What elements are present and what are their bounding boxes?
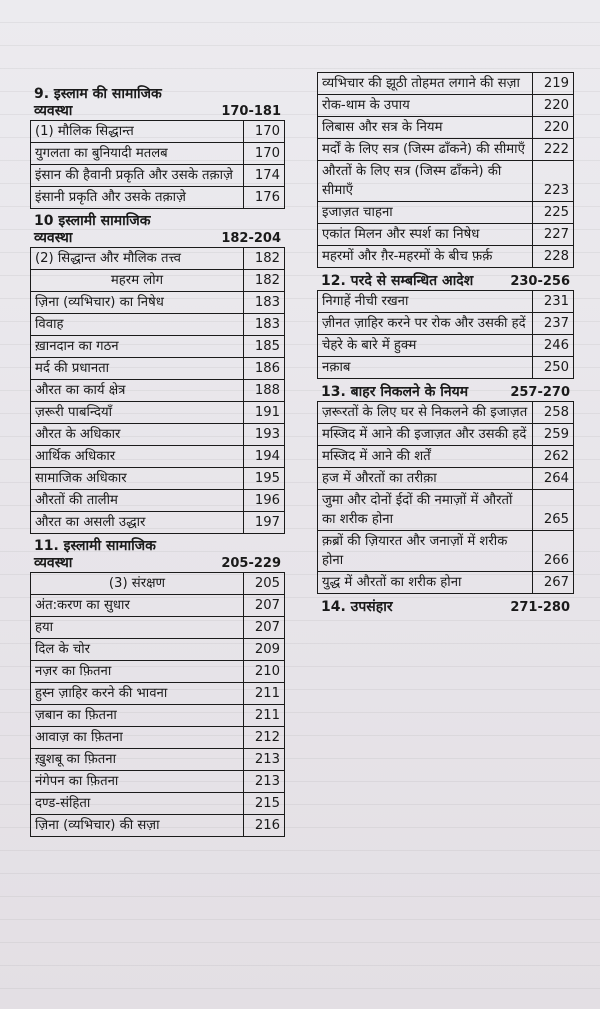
toc-entry-label: युद्ध में औरतों का शरीक होना [318, 572, 533, 594]
toc-entry-page: 211 [244, 683, 285, 705]
toc-entry-label: हज में औरतों का तरीक़ा [318, 468, 533, 490]
toc-row [318, 246, 574, 268]
toc-row [31, 292, 285, 314]
toc-row [318, 572, 574, 594]
toc-row [318, 402, 574, 424]
toc-entry-page: 215 [244, 793, 285, 815]
toc-row [31, 815, 285, 837]
toc-table [30, 247, 285, 534]
toc-entry-label: हुस्न ज़ाहिर करने की भावना [31, 683, 244, 705]
section-page-range: 230-256 [510, 274, 570, 289]
toc-row [31, 661, 285, 683]
toc-entry-label: ख़ुशबू का फ़ितना [31, 749, 244, 771]
toc-entry-page: 191 [244, 402, 285, 424]
toc-entry-label: नंगेपन का फ़ितना [31, 771, 244, 793]
toc-row [318, 291, 574, 313]
toc-entry-label: नज़र का फ़ितना [31, 661, 244, 683]
toc-entry-label: एकांत मिलन और स्पर्श का निषेध [318, 224, 533, 246]
toc-row [318, 335, 574, 357]
toc-entry-page: 195 [244, 468, 285, 490]
section-title: 12. परदे से सम्बन्धित आदेश [321, 273, 474, 289]
toc-entry-page: 246 [533, 335, 574, 357]
toc-row [318, 468, 574, 490]
toc-entry-label: महरमों और ग़ैर-महरमों के बीच फ़र्क़ [318, 246, 533, 268]
toc-row [31, 424, 285, 446]
toc-row [318, 357, 574, 379]
toc-table-continued [317, 72, 574, 268]
toc-entry-page: 227 [533, 224, 574, 246]
toc-entry-page: 188 [244, 380, 285, 402]
section-page-range: 257-270 [510, 385, 570, 400]
section-heading [317, 594, 574, 616]
toc-row [31, 468, 285, 490]
toc-entry-page: 258 [533, 402, 574, 424]
toc-entry-page: 228 [533, 246, 574, 268]
toc-entry-page: 225 [533, 202, 574, 224]
toc-entry-page: 262 [533, 446, 574, 468]
toc-row [31, 490, 285, 512]
toc-row [31, 314, 285, 336]
toc-row [318, 95, 574, 117]
toc-entry-label: अंत:करण का सुधार [31, 595, 244, 617]
toc-entry-label: औरतों की तालीम [31, 490, 244, 512]
toc-entry-label: मस्जिद में आने की इजाज़त और उसकी हदें [318, 424, 533, 446]
toc-row [31, 639, 285, 661]
section-heading [30, 534, 285, 572]
toc-entry-page: 197 [244, 512, 285, 534]
toc-entry-page: 211 [244, 705, 285, 727]
toc-row [31, 749, 285, 771]
toc-row [31, 336, 285, 358]
toc-entry-label: (2) सिद्धान्त और मौलिक तत्त्व [31, 248, 244, 270]
toc-row [318, 490, 574, 531]
toc-row [31, 143, 285, 165]
toc-entry-page: 213 [244, 771, 285, 793]
toc-entry-label: इजाज़त चाहना [318, 202, 533, 224]
toc-row [318, 446, 574, 468]
section-title: 13. बाहर निकलने के नियम [321, 384, 469, 400]
section-page-range: 182-204 [221, 231, 281, 246]
toc-entry-page: 213 [244, 749, 285, 771]
section-title: 9. इस्लाम की सामाजिक व्यवस्था [34, 86, 162, 119]
toc-entry-page: 182 [244, 270, 285, 292]
toc-row [318, 224, 574, 246]
toc-entry-page: 194 [244, 446, 285, 468]
left-column [30, 82, 285, 837]
toc-entry-label: औरतों के लिए सत्र (जिस्म ढाँकने) की सीमाएँ [318, 161, 533, 202]
toc-entry-page: 196 [244, 490, 285, 512]
toc-row [31, 771, 285, 793]
toc-table [30, 120, 285, 209]
toc-entry-label: औरत का कार्य क्षेत्र [31, 380, 244, 402]
toc-entry-label: ज़रूरी पाबन्दियाँ [31, 402, 244, 424]
toc-entry-label: व्यभिचार की झूठी तोहमत लगाने की सज़ा [318, 73, 533, 95]
section-page-range: 170-181 [221, 104, 281, 119]
toc-entry-page: 186 [244, 358, 285, 380]
toc-row [318, 161, 574, 202]
toc-entry-label: सामाजिक अधिकार [31, 468, 244, 490]
toc-row [31, 380, 285, 402]
toc-entry-label: महरम लोग [31, 270, 244, 292]
section-heading [317, 379, 574, 401]
toc-entry-page: 210 [244, 661, 285, 683]
toc-entry-label: इंसान की हैवानी प्रकृति और उसके तक़ाज़े [31, 165, 244, 187]
toc-entry-page: 207 [244, 595, 285, 617]
toc-entry-page: 220 [533, 95, 574, 117]
toc-entry-page: 209 [244, 639, 285, 661]
toc-entry-label: दिल के चोर [31, 639, 244, 661]
toc-entry-label: औरत के अधिकार [31, 424, 244, 446]
section-heading [317, 268, 574, 290]
toc-entry-label: ज़िना (व्यभिचार) का निषेध [31, 292, 244, 314]
toc-row [318, 117, 574, 139]
toc-entry-label: आर्थिक अधिकार [31, 446, 244, 468]
toc-entry-label: जुमा और दोनों ईदों की नमाज़ों में औरतों का शरीक होना [318, 490, 533, 531]
toc-row [31, 512, 285, 534]
toc-row [31, 793, 285, 815]
toc-entry-label: (3) संरक्षण [31, 573, 244, 595]
toc-entry-label: मर्द की प्रधानता [31, 358, 244, 380]
toc-row [31, 248, 285, 270]
toc-entry-page: 250 [533, 357, 574, 379]
section-heading [30, 82, 285, 120]
toc-entry-label: ज़रूरतों के लिए घर से निकलने की इजाज़त [318, 402, 533, 424]
toc-entry-page: 222 [533, 139, 574, 161]
toc-row [318, 531, 574, 572]
toc-entry-label: ज़बान का फ़ितना [31, 705, 244, 727]
toc-entry-page: 176 [244, 187, 285, 209]
toc-row [31, 358, 285, 380]
toc-entry-label: युगलता का बुनियादी मतलब [31, 143, 244, 165]
toc-entry-page: 223 [533, 161, 574, 202]
toc-row [31, 121, 285, 143]
toc-entry-page: 185 [244, 336, 285, 358]
toc-entry-page: 212 [244, 727, 285, 749]
toc-entry-page: 183 [244, 292, 285, 314]
toc-entry-page: 170 [244, 143, 285, 165]
toc-row [318, 424, 574, 446]
toc-entry-label: निगाहें नीची रखना [318, 291, 533, 313]
toc-entry-page: 183 [244, 314, 285, 336]
section-page-range: 205-229 [221, 556, 281, 571]
toc-row [31, 573, 285, 595]
toc-row [31, 705, 285, 727]
section-page-range: 271-280 [510, 600, 570, 615]
toc-entry-label: नक़ाब [318, 357, 533, 379]
toc-entry-label: आवाज़ का फ़ितना [31, 727, 244, 749]
toc-entry-page: 265 [533, 490, 574, 531]
toc-entry-page: 266 [533, 531, 574, 572]
toc-entry-page: 219 [533, 73, 574, 95]
toc-entry-label: ज़िना (व्यभिचार) की सज़ा [31, 815, 244, 837]
toc-entry-page: 237 [533, 313, 574, 335]
section-title: 10 इस्लामी सामाजिक व्यवस्था [34, 213, 151, 246]
toc-entry-label: हया [31, 617, 244, 639]
toc-row [318, 73, 574, 95]
toc-entry-label: चेहरे के बारे में हुक्म [318, 335, 533, 357]
toc-entry-page: 267 [533, 572, 574, 594]
toc-table [317, 290, 574, 379]
toc-entry-page: 193 [244, 424, 285, 446]
toc-row [318, 313, 574, 335]
toc-entry-label: औरत का असली उद्धार [31, 512, 244, 534]
toc-row [318, 202, 574, 224]
toc-row [31, 727, 285, 749]
toc-entry-page: 174 [244, 165, 285, 187]
toc-row [31, 446, 285, 468]
toc-entry-label: मस्जिद में आने की शर्तें [318, 446, 533, 468]
toc-entry-label: ज़ीनत ज़ाहिर करने पर रोक और उसकी हदें [318, 313, 533, 335]
right-column [317, 72, 574, 616]
toc-row [31, 683, 285, 705]
toc-row [31, 165, 285, 187]
toc-entry-page: 231 [533, 291, 574, 313]
toc-entry-page: 259 [533, 424, 574, 446]
toc-entry-page: 264 [533, 468, 574, 490]
toc-entry-label: रोक-थाम के उपाय [318, 95, 533, 117]
toc-entry-page: 216 [244, 815, 285, 837]
toc-entry-label: ख़ानदान का गठन [31, 336, 244, 358]
section-title: 14. उपसंहार [321, 599, 393, 615]
toc-entry-label: लिबास और सत्र के नियम [318, 117, 533, 139]
toc-entry-page: 220 [533, 117, 574, 139]
toc-row [318, 139, 574, 161]
toc-entry-label: विवाह [31, 314, 244, 336]
toc-entry-label: (1) मौलिक सिद्धान्त [31, 121, 244, 143]
toc-row [31, 617, 285, 639]
toc-row [31, 595, 285, 617]
toc-entry-label: क़ब्रों की ज़ियारत और जनाज़ों में शरीक होना [318, 531, 533, 572]
toc-entry-page: 182 [244, 248, 285, 270]
section-heading [30, 209, 285, 247]
toc-row [31, 402, 285, 424]
toc-entry-page: 205 [244, 573, 285, 595]
toc-row [31, 187, 285, 209]
toc-entry-page: 207 [244, 617, 285, 639]
section-title: 11. इस्लामी सामाजिक व्यवस्था [34, 538, 156, 571]
toc-entry-label: मर्दों के लिए सत्र (जिस्म ढाँकने) की सीमाएँ [318, 139, 533, 161]
toc-table [30, 572, 285, 837]
toc-table [317, 401, 574, 594]
toc-entry-label: दण्ड-संहिता [31, 793, 244, 815]
toc-entry-page: 170 [244, 121, 285, 143]
toc-entry-label: इंसानी प्रकृति और उसके तक़ाज़े [31, 187, 244, 209]
toc-row [31, 270, 285, 292]
